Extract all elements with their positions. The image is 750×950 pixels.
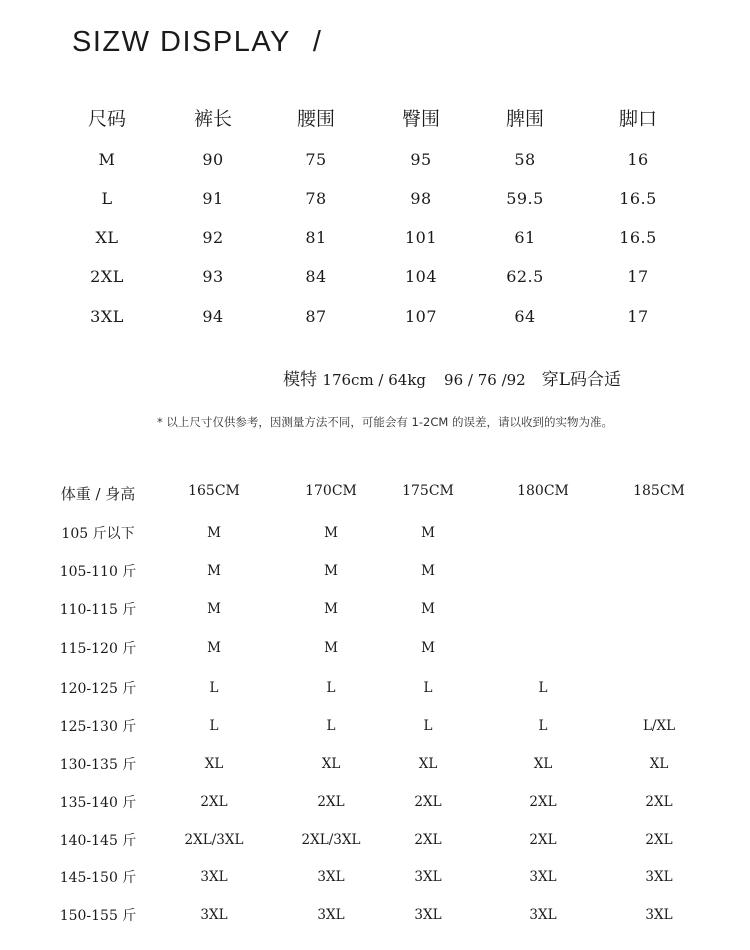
fit-size-cell: L/XL xyxy=(642,718,676,734)
fit-size-cell: 2XL/3XL xyxy=(184,832,244,848)
size-cell-thigh: 62.5 xyxy=(506,267,544,286)
fit-size-cell: M xyxy=(421,563,435,579)
fit-size-cell: 3XL xyxy=(317,907,345,923)
size-cell-size: 3XL xyxy=(90,307,124,326)
fit-weight-label: 140-145 斤 xyxy=(59,833,137,849)
model-note xyxy=(283,365,621,390)
fit-height-header: 180CM xyxy=(517,483,569,499)
fit-size-cell: M xyxy=(324,640,338,656)
fit-weight-label: 150-155 斤 xyxy=(59,908,137,924)
fit-size-cell: M xyxy=(324,601,338,617)
size-cell-size: M xyxy=(98,150,116,169)
fit-corner-label: 体重 / 身高 xyxy=(60,485,136,503)
size-cell-hem: 16.5 xyxy=(619,228,657,247)
size-cell-hip: 104 xyxy=(404,267,438,286)
fit-size-cell: 2XL xyxy=(200,794,228,810)
fit-size-cell: 2XL xyxy=(529,794,557,810)
fit-weight-label: 120-125 斤 xyxy=(59,681,137,697)
fit-weight-label: 105-110 斤 xyxy=(59,564,137,580)
size-cell-waist: 78 xyxy=(305,189,327,208)
fit-size-cell: XL xyxy=(321,756,341,772)
fit-size-cell: 2XL xyxy=(414,794,442,810)
fit-size-cell: L xyxy=(423,680,433,696)
size-cell-thigh: 64 xyxy=(514,307,536,326)
size-cell-thigh: 59.5 xyxy=(506,189,544,208)
size-cell-pants-length: 92 xyxy=(202,228,224,247)
model-label: 模特 xyxy=(283,370,317,390)
size-cell-thigh: 61 xyxy=(514,228,536,247)
disclaimer: * 以上尺寸仅供参考，因测量方法不同，可能会有 1-2CM 的误差，请以收到的实物为准。 xyxy=(157,415,613,429)
size-cell-hip: 98 xyxy=(410,189,432,208)
model-fit: 穿L码合适 xyxy=(541,370,622,390)
fit-size-cell: M xyxy=(207,525,221,541)
size-cell-size: XL xyxy=(95,228,119,247)
fit-size-cell: 3XL xyxy=(645,869,673,885)
fit-size-cell: 2XL xyxy=(317,794,345,810)
size-cell-hem: 17 xyxy=(627,267,649,286)
fit-weight-label: 105 斤以下 xyxy=(61,526,135,542)
fit-size-cell: 3XL xyxy=(317,869,345,885)
fit-size-cell: M xyxy=(421,640,435,656)
size-header-hip: 臀围 xyxy=(401,108,441,130)
fit-size-cell: 3XL xyxy=(529,907,557,923)
fit-size-cell: 2XL xyxy=(645,832,673,848)
fit-size-cell: 2XL xyxy=(414,832,442,848)
page-title-text: SIZW DISPLAY xyxy=(72,26,291,58)
fit-size-cell: M xyxy=(207,601,221,617)
fit-size-cell: 3XL xyxy=(414,869,442,885)
fit-size-cell: L xyxy=(538,718,548,734)
size-cell-pants-length: 91 xyxy=(202,189,224,208)
fit-size-cell: L xyxy=(538,680,548,696)
size-cell-hip: 107 xyxy=(404,307,438,326)
fit-size-cell: M xyxy=(207,563,221,579)
model-height-weight: 176cm / 64kg xyxy=(322,371,427,389)
size-cell-hem: 16.5 xyxy=(619,189,657,208)
fit-weight-label: 110-115 斤 xyxy=(59,602,137,618)
size-header-waist: 腰围 xyxy=(296,108,336,130)
fit-size-cell: L xyxy=(423,718,433,734)
fit-size-cell: L xyxy=(209,680,219,696)
fit-weight-label: 135-140 斤 xyxy=(59,795,137,811)
size-cell-waist: 87 xyxy=(305,307,327,326)
fit-height-header: 165CM xyxy=(188,483,240,499)
fit-size-cell: 3XL xyxy=(529,869,557,885)
page-title xyxy=(72,26,322,59)
fit-size-cell: 2XL xyxy=(529,832,557,848)
fit-size-cell: L xyxy=(326,718,336,734)
fit-size-cell: 3XL xyxy=(645,907,673,923)
fit-weight-label: 145-150 斤 xyxy=(59,870,137,886)
size-cell-waist: 75 xyxy=(305,150,327,169)
size-cell-hip: 101 xyxy=(404,228,438,247)
fit-height-header: 185CM xyxy=(633,483,685,499)
fit-size-cell: XL xyxy=(649,756,669,772)
fit-height-header: 175CM xyxy=(402,483,454,499)
title-slash: / xyxy=(312,26,323,58)
size-cell-pants-length: 93 xyxy=(202,267,224,286)
size-cell-pants-length: 90 xyxy=(202,150,224,169)
fit-size-cell: XL xyxy=(204,756,224,772)
size-header-pants-length: 裤长 xyxy=(193,108,233,130)
fit-weight-label: 115-120 斤 xyxy=(59,641,137,657)
size-cell-hem: 17 xyxy=(627,307,649,326)
fit-size-cell: XL xyxy=(418,756,438,772)
fit-size-cell: M xyxy=(207,640,221,656)
fit-weight-label: 125-130 斤 xyxy=(59,719,137,735)
size-cell-size: 2XL xyxy=(90,267,124,286)
size-header-thigh: 脾围 xyxy=(505,108,545,130)
size-cell-pants-length: 94 xyxy=(202,307,224,326)
fit-height-header: 170CM xyxy=(305,483,357,499)
size-header-hem: 脚口 xyxy=(618,108,658,130)
model-measurements: 96 / 76 /92 xyxy=(444,371,526,389)
size-cell-size: L xyxy=(101,189,113,208)
fit-size-cell: L xyxy=(326,680,336,696)
size-cell-thigh: 58 xyxy=(514,150,536,169)
fit-size-cell: M xyxy=(421,601,435,617)
fit-size-cell: 3XL xyxy=(200,907,228,923)
fit-size-cell: 2XL xyxy=(645,794,673,810)
fit-size-cell: M xyxy=(421,525,435,541)
fit-size-cell: XL xyxy=(533,756,553,772)
size-cell-waist: 84 xyxy=(305,267,327,286)
fit-size-cell: M xyxy=(324,563,338,579)
size-header-size: 尺码 xyxy=(87,108,127,130)
fit-size-cell: M xyxy=(324,525,338,541)
fit-size-cell: 3XL xyxy=(414,907,442,923)
fit-size-cell: 3XL xyxy=(200,869,228,885)
fit-size-cell: L xyxy=(209,718,219,734)
size-cell-waist: 81 xyxy=(305,228,327,247)
size-cell-hip: 95 xyxy=(410,150,432,169)
size-cell-hem: 16 xyxy=(627,150,649,169)
fit-weight-label: 130-135 斤 xyxy=(59,757,137,773)
fit-size-cell: 2XL/3XL xyxy=(301,832,361,848)
